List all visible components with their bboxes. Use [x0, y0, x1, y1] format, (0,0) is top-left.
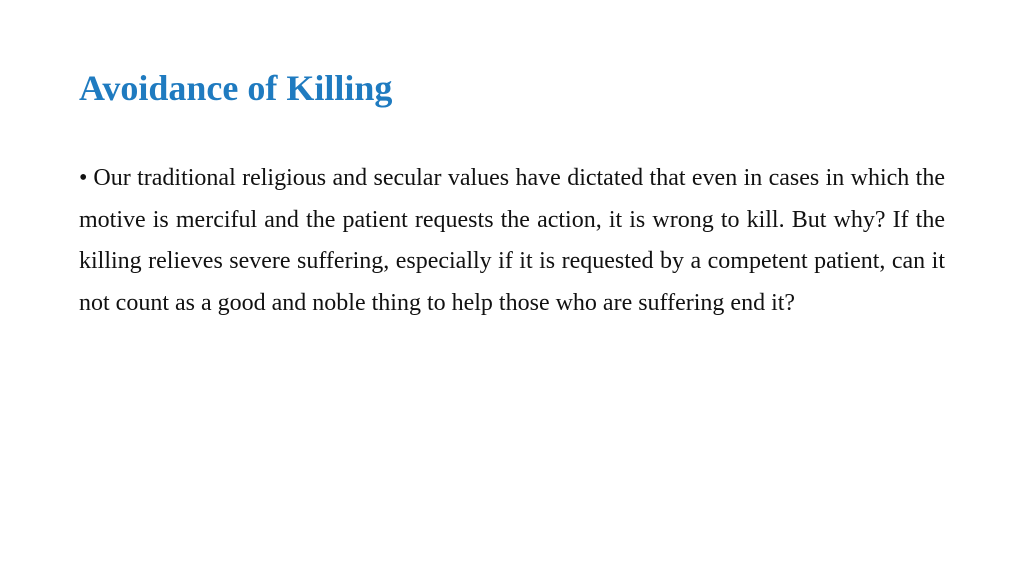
bullet-list: [79, 158, 945, 324]
bullet-text: Our traditional religious and secular values have dictated that even in cases in which the motive is merciful and the patient requests the action, it is wrong to kill. But why? If the killing relieves severe suffering, especially if it is requested by a competent patient, can it not count as a good and noble thing to help those who are suffering end it?: [79, 165, 945, 316]
bullet-item: [79, 158, 945, 324]
slide-title: Avoidance of Killing: [79, 68, 393, 108]
bullet-marker: •: [79, 165, 88, 191]
